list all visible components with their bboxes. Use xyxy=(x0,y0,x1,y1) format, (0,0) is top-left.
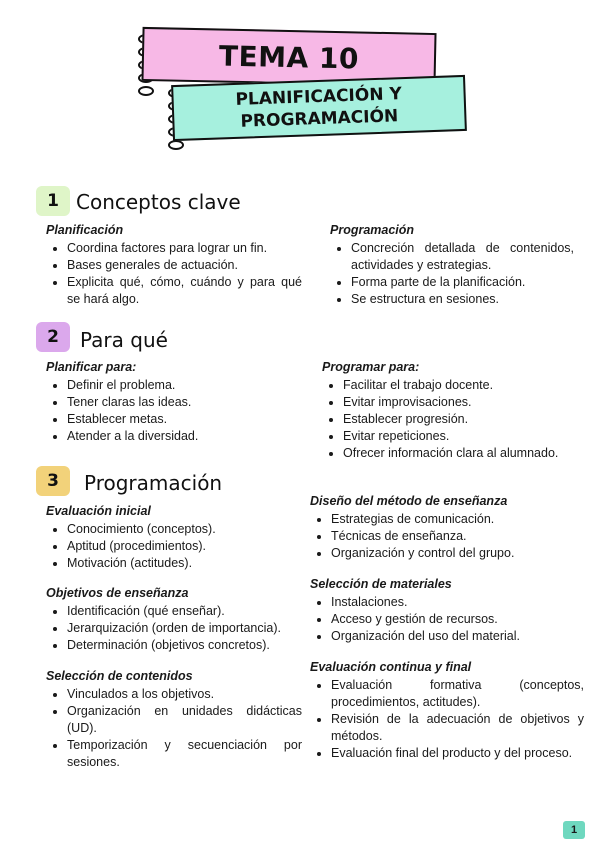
list-item: • Ofrecer información clara al alumnado. xyxy=(343,445,584,462)
block-contenidos xyxy=(46,668,302,771)
list-item: • Tener claras las ideas. xyxy=(67,394,302,411)
block-heading: Selección de materiales xyxy=(310,577,452,591)
block-programar-para xyxy=(322,359,584,462)
list-item: • Revisión de la adecuación de objetivos y métodos. xyxy=(331,711,584,745)
block-heading: Selección de contenidos xyxy=(46,669,193,683)
block-heading: Programación xyxy=(330,223,415,237)
list-item: • Explicita qué, cómo, cuándo y para qué se hará algo. xyxy=(67,274,302,308)
block-heading: Evaluación inicial xyxy=(46,504,151,518)
list-item: • Facilitar el trabajo docente. xyxy=(343,377,584,394)
block-planificar-para xyxy=(46,359,302,445)
block-planificacion xyxy=(46,222,302,308)
list-item: • Forma parte de la planificación. xyxy=(351,274,574,291)
block-heading: Objetivos de enseñanza xyxy=(46,586,189,600)
list-item: • Conocimiento (conceptos). xyxy=(67,521,302,538)
block-diseno xyxy=(310,493,584,562)
page-number: 1 xyxy=(563,821,585,839)
list-item: • Acceso y gestión de recursos. xyxy=(331,611,584,628)
block-heading: Diseño del método de enseñanza xyxy=(310,494,508,508)
list-item: • Vinculados a los objetivos. xyxy=(67,686,302,703)
list-item: • Identificación (qué enseñar). xyxy=(67,603,302,620)
block-materiales xyxy=(310,576,584,645)
list-item: • Concreción detallada de contenidos, actividades y estrategias. xyxy=(351,240,574,274)
block-evaluacion-continua xyxy=(310,659,584,762)
list-item: • Jerarquización (orden de importancia). xyxy=(67,620,302,637)
list-item: • Establecer progresión. xyxy=(343,411,584,428)
page-title: TEMA 10 xyxy=(218,39,360,75)
list-item: • Estrategias de comunicación. xyxy=(331,511,584,528)
list-item: • Evaluación formativa (conceptos, procedimientos, actitudes). xyxy=(331,677,584,711)
list-item: • Instalaciones. xyxy=(331,594,584,611)
list-item: • Coordina factores para lograr un fin. xyxy=(67,240,302,257)
block-heading: Evaluación continua y final xyxy=(310,660,472,674)
section-2-title: Para qué xyxy=(80,328,168,352)
subtitle-banner xyxy=(171,75,467,141)
list-item: • Definir el problema. xyxy=(67,377,302,394)
list-item: • Establecer metas. xyxy=(67,411,302,428)
block-evaluacion-inicial xyxy=(46,503,302,572)
section-3-title: Programación xyxy=(84,471,223,495)
list-item: • Temporización y secuenciación por sesiones. xyxy=(67,737,302,771)
section-2-number: 2 xyxy=(36,322,70,352)
section-1-title: Conceptos clave xyxy=(76,190,241,214)
list-item: • Motivación (actitudes). xyxy=(67,555,302,572)
block-objetivos xyxy=(46,585,302,654)
list-item: • Se estructura en sesiones. xyxy=(351,291,574,308)
list-item: • Evaluación final del producto y del proceso. xyxy=(331,745,584,762)
list-item: • Aptitud (procedimientos). xyxy=(67,538,302,555)
section-3-number: 3 xyxy=(36,466,70,496)
section-1-number: 1 xyxy=(36,186,70,216)
block-programacion xyxy=(330,222,574,308)
subtitle-line-1: PLANIFICACIÓN Y xyxy=(235,84,403,110)
list-item: • Atender a la diversidad. xyxy=(67,428,302,445)
block-heading: Planificar para: xyxy=(46,360,137,374)
subtitle-line-2: PROGRAMACIÓN xyxy=(240,106,399,132)
list-item: • Organización del uso del material. xyxy=(331,628,584,645)
block-heading: Planificación xyxy=(46,223,124,237)
list-item: • Técnicas de enseñanza. xyxy=(331,528,584,545)
list-item: • Organización en unidades didácticas (UD). xyxy=(67,703,302,737)
list-item: • Evitar repeticiones. xyxy=(343,428,584,445)
block-heading: Programar para: xyxy=(322,360,420,374)
list-item: • Determinación (objetivos concretos). xyxy=(67,637,302,654)
list-item: • Bases generales de actuación. xyxy=(67,257,302,274)
list-item: • Evitar improvisaciones. xyxy=(343,394,584,411)
list-item: • Organización y control del grupo. xyxy=(331,545,584,562)
